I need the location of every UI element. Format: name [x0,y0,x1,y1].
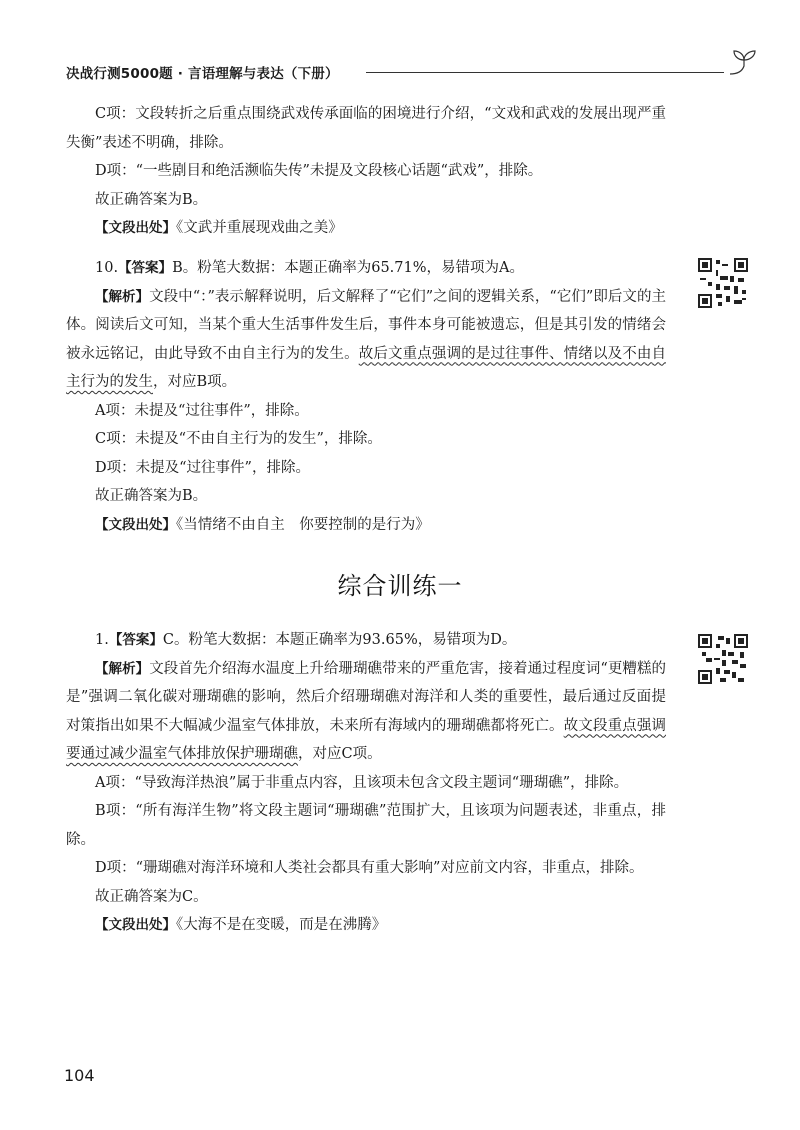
option-d-analysis: D项：“珊瑚礁对海洋环境和人类社会都具有重大影响”对应前文内容，非重点，排除。 [95,860,644,876]
option-d-analysis: D项：未提及“过往事件”，排除。 [95,459,310,476]
source-tag: 【文段出处】 [95,220,176,236]
running-header [66,62,760,84]
correct-answer-line: 故正确答案为C。 [95,888,208,905]
answer-tag: 【答案】 [108,632,163,648]
source-line [66,511,666,540]
source-line [66,911,666,940]
analysis-end: ，对应C项。 [298,746,382,762]
option-b-analysis: B项：“所有海洋生物”将文段主题词“珊瑚礁”范围扩大，且该项为问题表述，非重点，排除。 [66,803,666,848]
source-text: 《文武并重展现戏曲之美》 [176,220,343,236]
analysis-paragraph [66,283,666,397]
analysis-key-point: 故文段重点强调要通过减少温室气体排放保护珊瑚礁 [66,717,666,762]
analysis-key-point: 故后文重点强调的是过往事件、情绪以及不由自主行为的发生 [66,345,666,390]
question-1-block [66,626,666,940]
analysis-tag: 【解析】 [95,288,150,305]
analysis-paragraph [66,655,666,769]
option-a-analysis: A项：“导致海洋热浪”属于非重点内容，且该项未包含文段主题词“珊瑚礁”，排除。 [95,774,629,791]
qr-code-icon [698,634,748,684]
analysis-text: 文段首先介绍海水温度上升给珊瑚礁带来的严重危害，接着通过程度词“更糟糕的是”强调二氧化碳对珊瑚礁的影响，然后介绍珊瑚礁对海洋和人类的重要性，最后通过反面提对策指出如果不大幅减少温室气体排放，未来所有海域内的珊瑚礁都将死亡。 [66,660,666,734]
correct-answer-line: 故正确答案为B。 [95,488,208,504]
section-title: 综合训练一 [337,572,463,600]
correct-answer-line: 故正确答案为B。 [95,191,208,208]
answer-text: C。粉笔大数据：本题正确率为93.65%，易错项为D。 [162,632,517,648]
analysis-tag: 【解析】 [95,660,150,677]
option-c-analysis: C项：未提及“不由自主行为的发生”，排除。 [95,431,382,447]
page-number: 104 [64,1066,95,1085]
answer-text: B。粉笔大数据：本题正确率为65.71%，易错项为A。 [172,260,524,276]
sprout-icon [724,48,760,78]
answer-line [66,626,666,655]
source-text: 《大海不是在变暖，而是在沸腾》 [176,917,387,933]
analysis-end: ，对应B项。 [153,374,237,390]
option-d-analysis: D项：“一些剧目和绝活濒临失传”未提及文段核心话题“武戏”，排除。 [95,163,543,179]
question-number: 1. [95,632,109,648]
question-number: 10. [95,260,119,276]
source-line [66,214,666,243]
book-title: 决战行测5000题 · 言语理解与表达（下册） [66,66,339,82]
source-tag: 【文段出处】 [95,917,176,933]
source-tag: 【文段出处】 [95,516,176,533]
question-10-block [66,254,666,539]
source-text: 《当情绪不由自主 你要控制的是行为》 [176,516,430,533]
answer-line [66,254,666,283]
qr-code-icon [698,258,748,308]
option-c-analysis: C项：文段转折之后重点围绕武戏传承面临的困境进行介绍，“文戏和武戏的发展出现严重失衡”表述不明确，排除。 [66,106,666,151]
block-previous-question [66,100,666,243]
option-a-analysis: A项：未提及“过往事件”，排除。 [95,402,309,419]
answer-tag: 【答案】 [118,260,173,276]
analysis-text: 文段中“：”表示解释说明，后文解释了“它们”之间的逻辑关系，“它们”即后文的主体。阅读后文可知，当某个重大生活事件发生后，事件本身可能被遗忘，但是其引发的情绪会被永远铭记，由此导致不由自主行为的发生。 [66,288,666,362]
header-rule [366,72,724,73]
